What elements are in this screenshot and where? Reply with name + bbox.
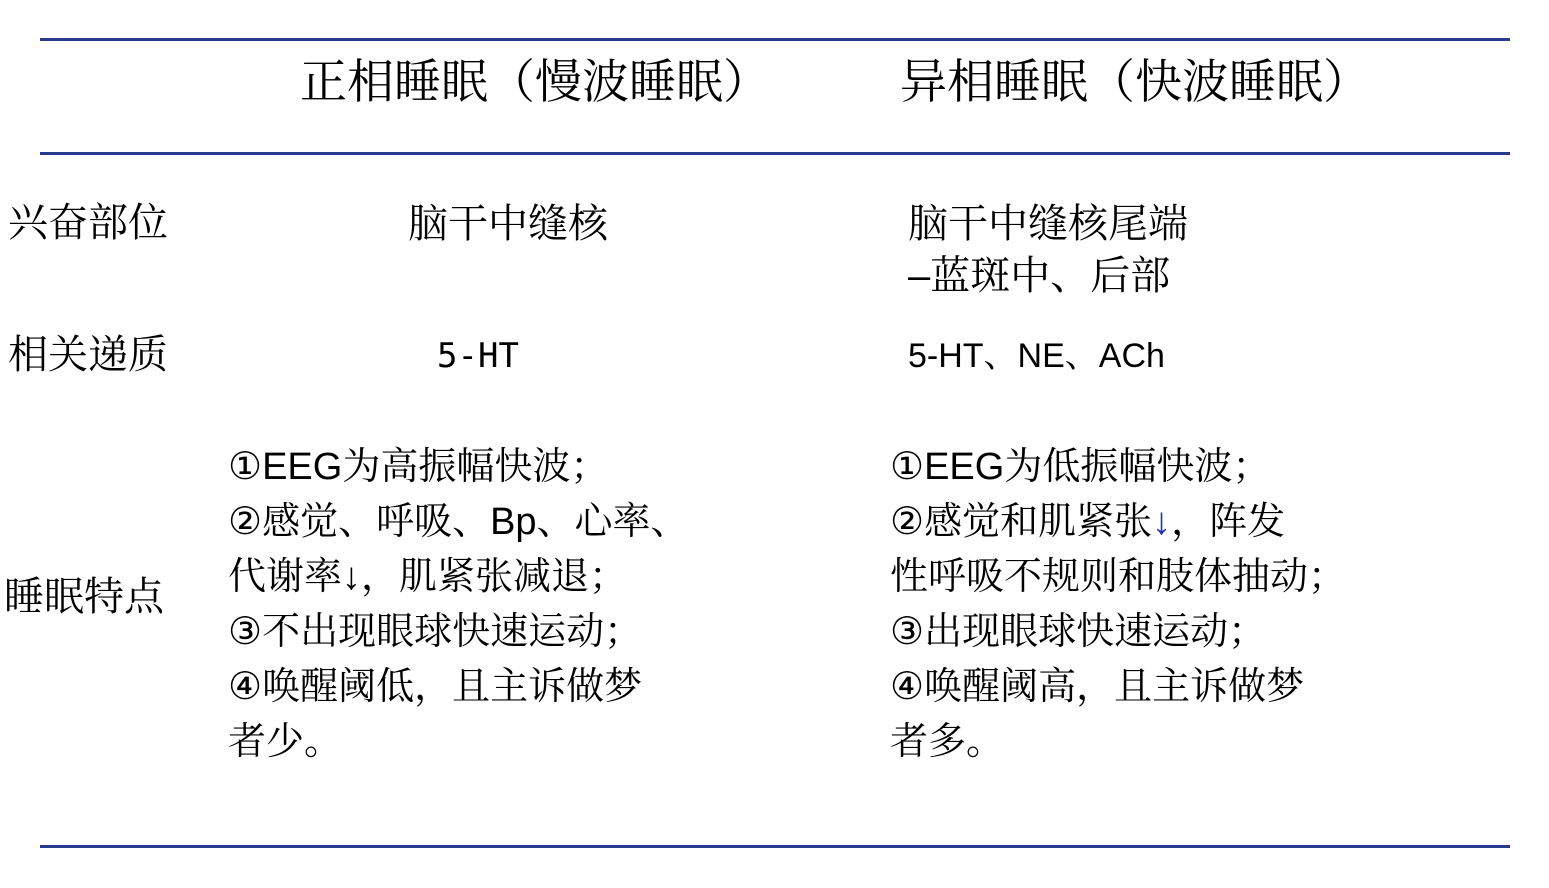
cell-a-sleep-features — [200, 440, 870, 770]
divider-bottom — [40, 845, 1510, 848]
cell-b-excitation-site-line2: –蓝斑中、后部 — [908, 254, 1171, 298]
cell-b-sleep-features — [870, 440, 1530, 770]
down-arrow-icon: ↓ — [1152, 501, 1172, 543]
cell-b-excitation-site-line1: 脑干中缝核尾端 — [908, 202, 1188, 246]
feature-line: 者多。 — [890, 721, 1005, 763]
cell-a-transmitters: 5-HT — [437, 336, 519, 376]
table-header-row — [0, 52, 1549, 112]
feature-line: 者少。 — [228, 721, 343, 763]
cell-a-excitation-site: 脑干中缝核 — [408, 202, 608, 246]
feature-line: ④唤醒阈低，且主诉做梦 — [228, 666, 643, 708]
feature-line: ③出现眼球快速运动； — [890, 611, 1267, 653]
feature-line: ④唤醒阈高，且主诉做梦 — [890, 666, 1305, 708]
feature-line: ②感觉和肌紧张↓，阵发 — [890, 501, 1286, 543]
header-column-a: 正相睡眠（慢波睡眠） — [300, 55, 770, 108]
cell-b-transmitters: 5-HT、NE、ACh — [908, 337, 1165, 375]
row-label-transmitters: 相关递质 — [8, 333, 168, 377]
cell-b-excitation-site — [878, 198, 1538, 302]
feature-line: ①EEG为高振幅快波； — [228, 446, 609, 488]
table-row — [0, 198, 1549, 302]
feature-line: 代谢率↓，肌紧张减退； — [228, 556, 628, 598]
divider-top — [40, 38, 1510, 41]
feature-line: ①EEG为低振幅快波； — [890, 446, 1271, 488]
feature-line: ③不出现眼球快速运动； — [228, 611, 643, 653]
table-row — [0, 440, 1549, 770]
row-label-sleep-features: 睡眠特点 — [4, 575, 164, 619]
divider-middle — [40, 152, 1510, 155]
table-row — [0, 330, 1549, 382]
feature-line: 性呼吸不规则和肢体抽动； — [890, 556, 1347, 598]
feature-line: ②感觉、呼吸、Bp、心率、 — [228, 501, 689, 543]
row-label-excitation-site: 兴奋部位 — [8, 201, 168, 245]
header-label-cell — [0, 52, 200, 112]
header-column-b: 异相睡眠（快波睡眠） — [900, 55, 1370, 108]
